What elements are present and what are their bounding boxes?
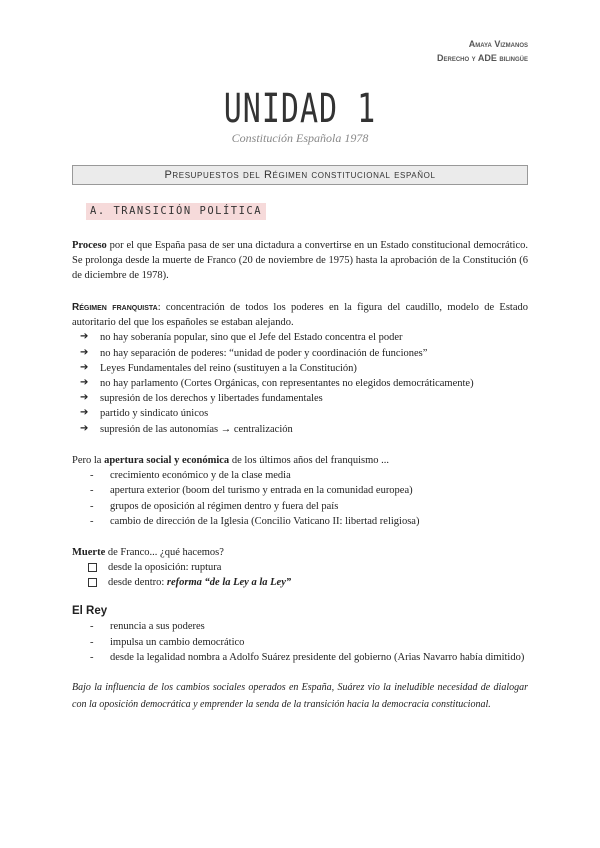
list-item — [90, 499, 528, 514]
arrow-icon: ➔ — [80, 377, 89, 389]
list-item-text: desde dentro: — [108, 577, 167, 589]
dash-marker: - — [90, 470, 94, 482]
list-item — [80, 346, 528, 361]
list-item — [90, 514, 528, 529]
muerte-text: de Franco... ¿qué hacemos? — [105, 547, 224, 558]
list-item-text: desde la legalidad nombra a Adolfo Suárez presidente del gobierno (Arias Navarro había dimitido) — [110, 651, 525, 663]
subsection-title: A. TRANSICIÓN POLÍTICA — [86, 203, 266, 220]
closing-note: Bajo la influencia de los cambios sociales operados en España, Suárez vio la ineludible necesidad de dialogar con la oposición democrática y emprender la senda de la transición hacia la democracia constitucional. — [72, 681, 528, 710]
dash-marker: - — [90, 500, 94, 512]
list-item-text: cambio de dirección de la Iglesia (Concilio Vaticano II: libertad religiosa) — [110, 515, 420, 527]
dash-marker: - — [90, 651, 94, 663]
list-item-text: no hay parlamento (Cortes Orgánicas, con representantes no elegidos democráticamente) — [100, 378, 474, 390]
arrow-icon: ➔ — [80, 346, 89, 358]
list-item — [80, 376, 528, 391]
list-item-text: Leyes Fundamentales del reino (sustituyen a la Constitución) — [100, 362, 357, 374]
section-title: Presupuestos del Régimen constitucional español — [72, 165, 528, 185]
list-item-text: desde la oposición: ruptura — [108, 562, 222, 574]
list-item-text: supresión de los derechos y libertades fundamentales — [100, 393, 323, 405]
regimen-term: Régimen franquista — [72, 301, 158, 313]
list-item-text: supresión de las autonomías → centralización — [100, 423, 293, 435]
list-item-text: no hay soberanía popular, sino que el Jefe del Estado concentra el poder — [100, 332, 403, 344]
rey-heading: El Rey — [72, 604, 108, 617]
list-item — [88, 560, 528, 575]
course-name: Derecho y ADE bilingüe — [436, 52, 528, 63]
apertura-list — [72, 468, 528, 529]
apertura-term: apertura social y económica — [104, 454, 230, 466]
arrow-icon: ➔ — [80, 422, 89, 434]
apertura-pre: Pero la — [72, 454, 105, 466]
list-item — [90, 635, 528, 650]
rey-list — [72, 619, 528, 665]
apertura-paragraph — [72, 453, 528, 468]
unit-subtitle: Constitución Española 1978 — [231, 131, 369, 145]
regimen-list — [72, 330, 528, 437]
arrow-icon: ➔ — [80, 392, 89, 404]
document-body — [72, 238, 528, 713]
muerte-paragraph — [72, 545, 528, 560]
list-item — [80, 406, 528, 421]
list-item — [80, 422, 528, 437]
muerte-list — [72, 560, 528, 590]
muerte-term: Muerte — [72, 547, 106, 558]
unit-title: UNIDAD 1 — [223, 85, 377, 133]
list-item — [90, 619, 528, 634]
checkbox-icon — [88, 563, 97, 572]
proceso-text: por el que España pasa de ser una dictadura a convertirse en un Estado constitucional democrático. Se prolonga desde la muerte de Franco (20 de noviembre de 1975) hasta la aprobación de la Constitución (6 de diciembre de 1978). — [72, 240, 528, 282]
list-item — [90, 483, 528, 498]
list-item — [90, 650, 528, 665]
reforma-emphasis: reforma “de la Ley a la Ley” — [166, 577, 292, 589]
list-item-text: impulsa un cambio democrático — [110, 636, 245, 648]
author-block — [437, 38, 528, 65]
list-item — [88, 575, 528, 590]
arrow-icon: ➔ — [80, 331, 89, 343]
list-item-text: grupos de oposición al régimen dentro y fuera del país — [110, 500, 339, 512]
author-name: Amaya Vizmanos — [468, 39, 528, 49]
arrow-icon: ➔ — [80, 407, 89, 419]
list-item-text: partido y sindicato únicos — [100, 408, 209, 420]
checkbox-icon — [88, 578, 97, 587]
apertura-post: de los últimos años del franquismo ... — [229, 454, 390, 466]
dash-marker: - — [90, 621, 94, 633]
list-item — [90, 468, 528, 483]
list-item — [80, 330, 528, 345]
list-item-text: crecimiento económico y de la clase media — [110, 470, 291, 482]
list-item-text: no hay separación de poderes: “unidad de poder y coordinación de funciones” — [100, 347, 428, 359]
regimen-paragraph — [72, 300, 528, 331]
proceso-term: Proceso — [72, 240, 107, 251]
dash-marker: - — [90, 636, 94, 648]
dash-marker: - — [90, 485, 94, 497]
regimen-text: : concentración de todos los poderes en la figura del caudillo, modelo de Estado autoritario del que los españoles se estaban alejando. — [72, 301, 528, 329]
list-item-text: renuncia a sus poderes — [110, 621, 205, 633]
list-item — [80, 361, 528, 376]
arrow-icon: ➔ — [80, 361, 89, 373]
proceso-paragraph — [72, 238, 528, 284]
list-item — [80, 391, 528, 406]
dash-marker: - — [90, 515, 94, 527]
list-item-text: apertura exterior (boom del turismo y entrada en la comunidad europea) — [110, 485, 413, 497]
